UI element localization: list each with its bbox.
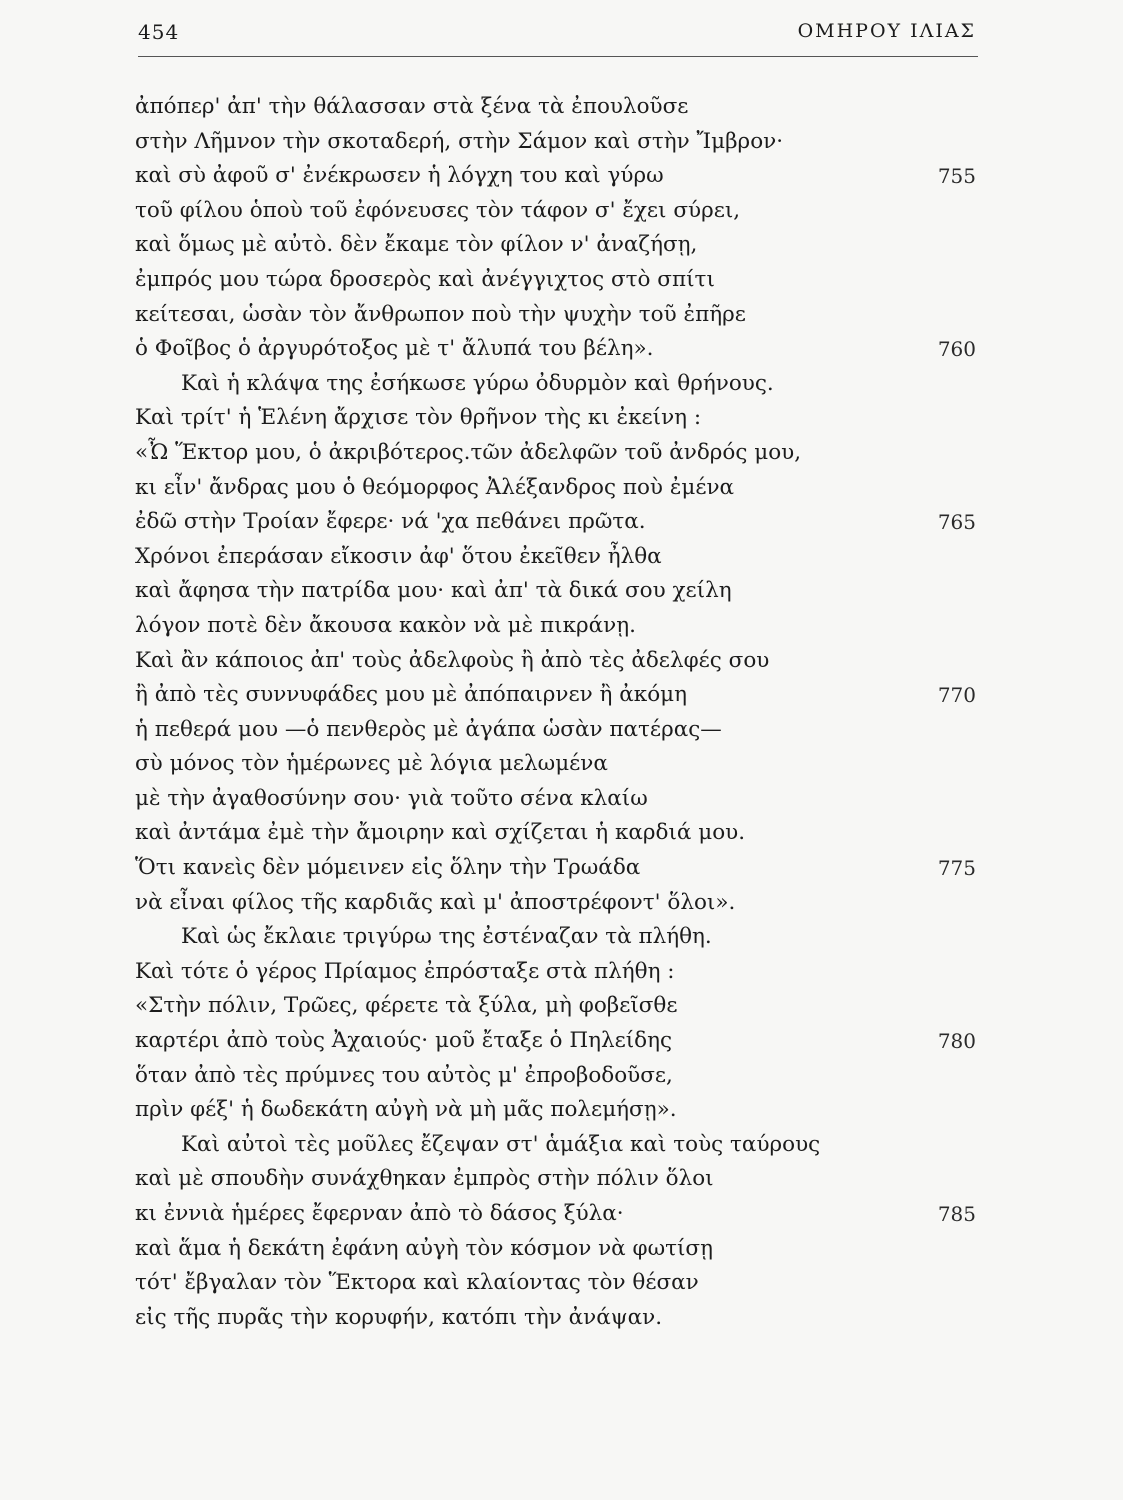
verse-line xyxy=(135,194,980,229)
verse-text: ὅταν ἀπὸ τὲς πρύμνες του αὐτὸς μ' ἐπροβοδοῦσε, xyxy=(135,1062,673,1088)
line-number: 775 xyxy=(937,856,976,881)
verse-line xyxy=(135,816,980,851)
verse-line xyxy=(135,1128,980,1163)
verse-text: καὶ ἀντάμα ἐμὲ τὴν ἄμοιρην καὶ σχίζεται ἡ καρδιά μου. xyxy=(135,820,746,846)
verse-text: στὴν Λῆμνον τὴν σκοταδερή, στὴν Σάμον καὶ στὴν Ἴμβρον· xyxy=(135,128,784,154)
verse-line xyxy=(135,228,980,263)
line-number: 785 xyxy=(937,1202,976,1226)
verse-text: Ὅτι κανεὶς δὲν μόμεινεν εἰς ὅλην τὴν Τρωάδα xyxy=(135,855,641,881)
verse-text: λόγον ποτὲ δὲν ἄκουσα κακὸν νὰ μὲ πικράνῃ. xyxy=(135,612,636,638)
verse-line xyxy=(135,540,980,575)
verse-line xyxy=(135,263,980,298)
verse-line xyxy=(135,1197,980,1232)
verse-line xyxy=(135,159,980,194)
line-number: 760 xyxy=(937,337,976,362)
verse-line xyxy=(135,955,980,990)
verse-text: ἡ πεθερά μου —ὁ πενθερὸς μὲ ἀγάπα ὡσὰν πατέρας— xyxy=(135,716,722,742)
verse-text: «Ὦ Ἕκτορ μου, ὁ ἀκριβότερος.τῶν ἀδελφῶν τοῦ ἀνδρός μου, xyxy=(135,439,802,465)
verse-line xyxy=(135,1093,980,1128)
verse-text: Καὶ ὡς ἔκλαιε τριγύρω της ἐστέναζαν τὰ πλήθη. xyxy=(181,924,712,950)
verse-line xyxy=(135,125,980,160)
verse-text: Χρόνοι ἐπεράσαν εἴκοσιν ἀφ' ὅτου ἐκεῖθεν ἦλθα xyxy=(135,543,662,569)
verse-line xyxy=(135,747,980,782)
verse-text: τοῦ φίλου ὁποὺ τοῦ ἐφόνευσες τὸν τάφον σ' ἔχει σύρει, xyxy=(135,197,741,223)
header-rule xyxy=(138,56,978,57)
verse-text: Καὶ ἂν κάποιος ἀπ' τοὺς ἀδελφοὺς ἢ ἀπὸ τὲς ἀδελφές σου xyxy=(135,647,770,673)
verse-text: Καὶ αὐτοὶ τὲς μοῦλες ἔζεψαν στ' ἁμάξια καὶ τοὺς ταύρους xyxy=(181,1131,821,1157)
verse-text: «Στὴν πόλιν, Τρῶες, φέρετε τὰ ξύλα, μὴ φοβεῖσθε xyxy=(135,993,678,1019)
verse-line xyxy=(135,886,980,921)
verse-line xyxy=(135,90,980,125)
verse-line xyxy=(135,367,980,402)
verse-text: ἀπόπερ' ἀπ' τὴν θάλασσαν στὰ ξένα τὰ ἐπουλοῦσε xyxy=(135,94,689,119)
verse-line xyxy=(135,920,980,955)
verse-text: ἐμπρός μου τώρα δροσερὸς καὶ ἀνέγγιχτος στὸ σπίτι xyxy=(135,266,715,292)
verse-line xyxy=(135,574,980,609)
verse-text: κείτεσαι, ὡσὰν τὸν ἄνθρωπον ποὺ τὴν ψυχὴν τοῦ ἐπῆρε xyxy=(135,301,746,327)
verse-text: πρὶν φέξ' ἡ δωδεκάτη αὐγὴ νὰ μὴ μᾶς πολεμήσῃ». xyxy=(135,1097,677,1123)
page-number: 454 xyxy=(138,20,180,44)
verse-line xyxy=(135,1024,980,1059)
line-number: 780 xyxy=(937,1029,976,1054)
verse-line xyxy=(135,471,980,506)
verse-text: μὲ τὴν ἀγαθοσύνην σου· γιὰ τοῦτο σένα κλαίω xyxy=(135,785,648,811)
verse-line xyxy=(135,1301,980,1336)
running-title: ΟΜΗΡΟΥ ΙΛΙΑΣ xyxy=(797,20,976,42)
verse-line xyxy=(135,1162,980,1197)
verse-text: καρτέρι ἀπὸ τοὺς Ἀχαιούς· μοῦ ἔταξε ὁ Πηλείδης xyxy=(135,1028,673,1054)
verse-text: κι ἐννιὰ ἡμέρες ἔφερναν ἀπὸ τὸ δάσος ξύλα· xyxy=(135,1201,624,1226)
verse-text: σὺ μόνος τὸν ἡμέρωνες μὲ λόγια μελωμένα xyxy=(135,751,608,777)
verse-text: καὶ ἄφησα τὴν πατρίδα μου· καὶ ἀπ' τὰ δικά σου χείλη xyxy=(135,578,732,604)
verse-line xyxy=(135,298,980,333)
line-number: 770 xyxy=(937,683,976,708)
verse-text: καὶ μὲ σπουδὴν συνάχθηκαν ἐμπρὸς στὴν πόλιν ὅλοι xyxy=(135,1166,714,1192)
verse-line xyxy=(135,609,980,644)
verse-line xyxy=(135,1232,980,1267)
verse-text: Καὶ ἡ κλάψα της ἐσήκωσε γύρω ὀδυρμὸν καὶ θρήνους. xyxy=(181,370,774,396)
verse-text: ὁ Φοῖβος ὁ ἀργυρότοξος μὲ τ' ἄλυπά του βέλη». xyxy=(135,336,654,362)
verse-text: κι εἶν' ἄνδρας μου ὁ θεόμορφος Ἀλέξανδρος ποὺ ἐμένα xyxy=(135,474,735,500)
verse-line xyxy=(135,332,980,367)
verse-text: νὰ εἶναι φίλος τῆς καρδιᾶς καὶ μ' ἀποστρέφοντ' ὅλοι». xyxy=(135,889,736,915)
verse-line xyxy=(135,782,980,817)
verse-line xyxy=(135,644,980,679)
verse-line xyxy=(135,1059,980,1094)
verse-line xyxy=(135,678,980,713)
verse-line xyxy=(135,989,980,1024)
line-number: 755 xyxy=(937,164,976,189)
page-header xyxy=(138,18,976,58)
verse-line xyxy=(135,713,980,748)
verse-text: εἰς τῆς πυρᾶς τὴν κορυφήν, κατόπι τὴν ἀνάψαν. xyxy=(135,1304,663,1330)
verse-text: καὶ σὺ ἀφοῦ σ' ἐνέκρωσεν ἡ λόγχη του καὶ γύρω xyxy=(135,163,664,189)
verse-text: ἐδῶ στὴν Τροίαν ἔφερε· νά 'χα πεθάνει πρῶτα. xyxy=(135,509,646,535)
verse-line xyxy=(135,851,980,886)
verse-line xyxy=(135,505,980,540)
poem-text xyxy=(135,90,980,1335)
verse-text: καὶ ὅμως μὲ αὐτὸ. δὲν ἔκαμε τὸν φίλον ν' ἀναζήσῃ, xyxy=(135,232,698,258)
line-number: 765 xyxy=(937,510,976,535)
verse-line xyxy=(135,401,980,436)
verse-text: ἢ ἀπὸ τὲς συννυφάδες μου μὲ ἀπόπαιρνεν ἢ ἀκόμη xyxy=(135,682,687,708)
verse-text: Καὶ τρίτ' ἡ Ἑλένη ἄρχισε τὸν θρῆνον τὴς κι ἐκείνη : xyxy=(135,405,702,431)
verse-text: τότ' ἔβγαλαν τὸν Ἕκτορα καὶ κλαίοντας τὸν θέσαν xyxy=(135,1270,699,1296)
verse-line xyxy=(135,436,980,471)
verse-text: καὶ ἅμα ἡ δεκάτη ἐφάνη αὐγὴ τὸν κόσμον νὰ φωτίσῃ xyxy=(135,1235,713,1261)
verse-line xyxy=(135,1266,980,1301)
verse-text: Καὶ τότε ὁ γέρος Πρίαμος ἐπρόσταξε στὰ πλήθη : xyxy=(135,958,675,984)
